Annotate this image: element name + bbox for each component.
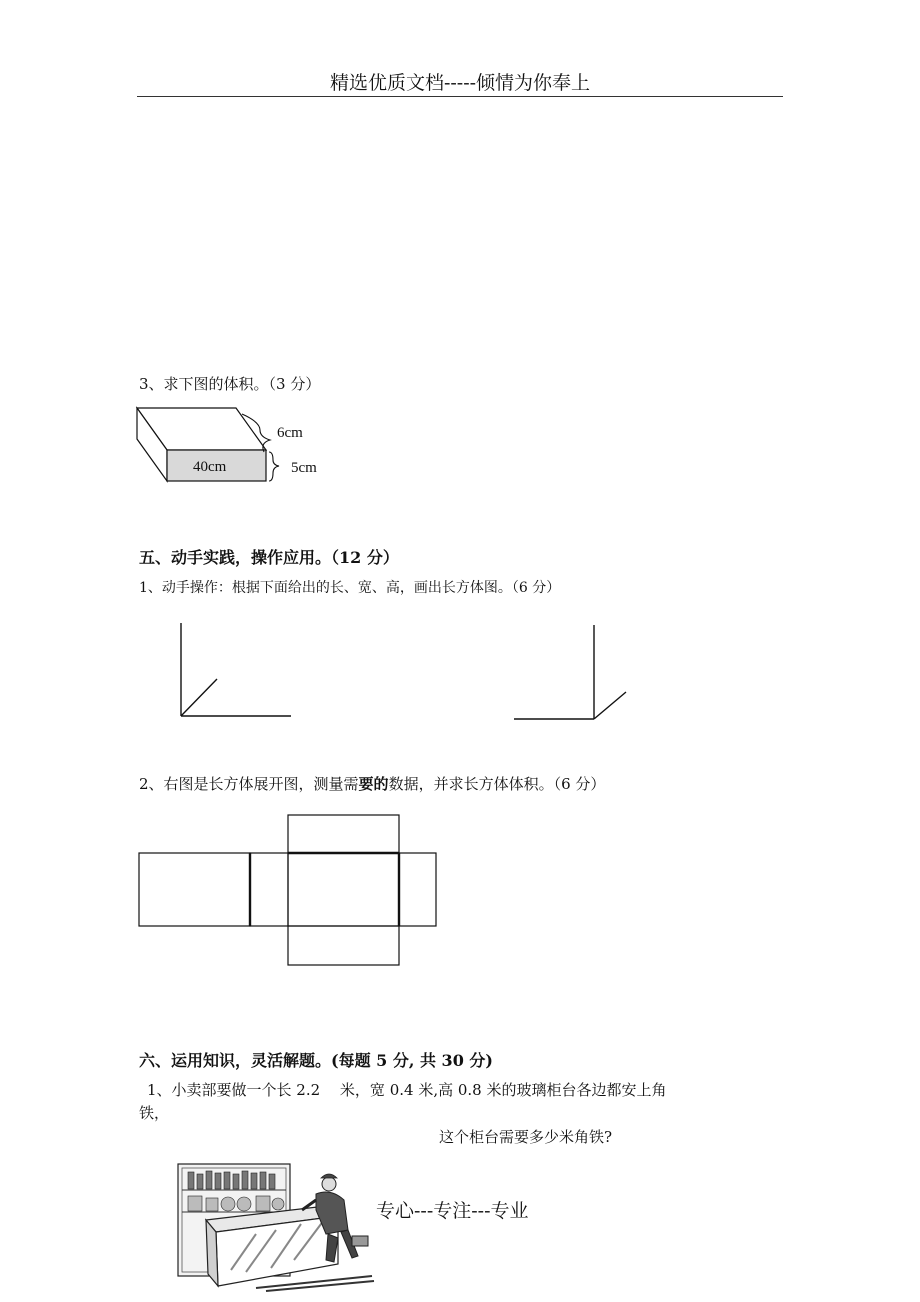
- height-label: 5cm: [291, 460, 317, 476]
- net-left-side-panel: [250, 853, 288, 926]
- section-5-q1: 1、动手操作：根据下面给出的长、宽、高，画出长方体图。（6 分）: [139, 580, 561, 596]
- section-6-q1-question: 这个柜台需要多少米角铁?: [439, 1128, 613, 1146]
- height-brace: [269, 452, 279, 481]
- depth-label: 6cm: [277, 425, 303, 441]
- axes-drawing-right: [510, 620, 640, 725]
- section-5-q2-part1: 2、右图是长方体展开图，测量需: [139, 775, 359, 793]
- question-3-text: 3、求下图的体积。（3 分）: [139, 375, 321, 393]
- section-5-q2: [139, 773, 605, 794]
- section-6-title: 六、运用知识，灵活解题。(每题 5 分, 共 30 分): [139, 1051, 493, 1070]
- net-right-side-panel: [399, 853, 436, 926]
- net-top-panel: [288, 815, 399, 853]
- net-center-panel: [288, 853, 399, 926]
- cuboid-net: [138, 814, 440, 968]
- page-header-title: 精选优质文档-----倾情为你奉上: [329, 72, 591, 94]
- axes-drawing-left: [170, 620, 300, 725]
- net-bottom-panel: [288, 926, 399, 965]
- section-6-q1-line1: 1、小卖部要做一个长 2.2 米，宽 0.4 米,高 0.8 米的玻璃柜台各边都安上角: [147, 1081, 667, 1099]
- section-5-q2-bold: 要的: [358, 775, 389, 793]
- page-footer-text: 专心---专注---专业: [376, 1200, 529, 1222]
- header-divider: [137, 96, 783, 97]
- front-length-label: 40cm: [193, 459, 227, 475]
- section-6-q1-line2: 铁，: [139, 1104, 170, 1122]
- net-far-left-panel: [139, 853, 250, 926]
- section-5-q2-part2: 数据，并求长方体体积。（6 分）: [388, 775, 606, 793]
- cuboid-figure: [130, 400, 350, 500]
- section-5-title: 五、动手实践，操作应用。（12 分）: [139, 548, 399, 567]
- shop-counter-illustration: [176, 1160, 376, 1292]
